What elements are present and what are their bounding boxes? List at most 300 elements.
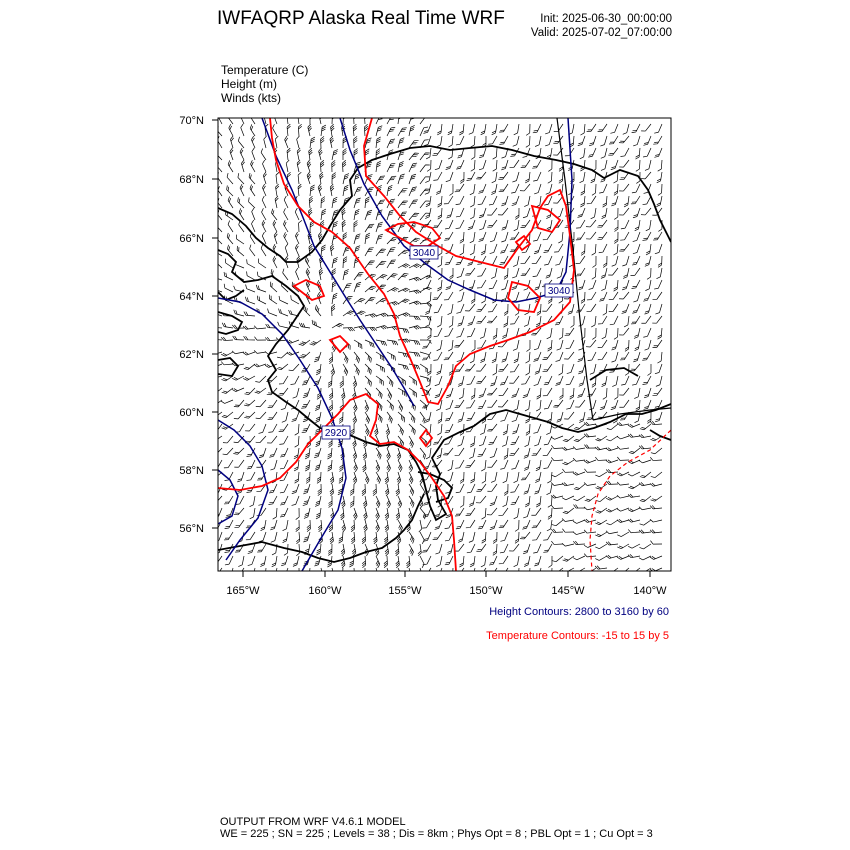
wind-barb <box>406 496 415 507</box>
wind-barb <box>578 363 585 375</box>
wind-barb <box>543 530 552 542</box>
height-contour-info: Height Contours: 2800 to 3160 by 60 <box>489 606 669 618</box>
wind-barb <box>481 460 486 472</box>
wind-barb <box>617 445 629 450</box>
wind-barb <box>446 159 453 171</box>
wind-barb <box>272 220 280 232</box>
wind-barb <box>426 148 431 160</box>
wind-barb <box>595 445 607 451</box>
wind-barb <box>314 351 321 363</box>
wind-barb <box>546 267 552 279</box>
wind-barb <box>645 339 651 351</box>
wind-barb <box>606 445 618 452</box>
wind-barb <box>214 149 224 160</box>
wind-barb <box>597 218 607 229</box>
wind-barb <box>376 221 383 233</box>
wind-barb <box>244 386 255 397</box>
wind-barb <box>387 246 395 258</box>
wind-barb <box>435 375 442 387</box>
wind-barb <box>409 185 417 197</box>
wind-barb <box>243 373 255 382</box>
wind-barb <box>387 126 395 138</box>
wind-barb <box>487 422 497 433</box>
wind-barb <box>624 316 629 328</box>
wind-barb <box>306 172 313 184</box>
wind-barb <box>525 172 530 184</box>
wind-barb <box>448 136 453 148</box>
wind-barb <box>376 114 384 126</box>
wind-barb <box>514 351 519 363</box>
wind-barb <box>350 496 354 508</box>
wind-barb <box>275 184 280 196</box>
wind-barb <box>510 362 519 374</box>
wind-barb <box>211 300 223 304</box>
wind-barb <box>629 565 640 575</box>
contour-label-3040-b: 3040 <box>547 286 571 297</box>
wind-barb <box>362 568 366 580</box>
wind-barb <box>466 506 475 517</box>
wind-barb <box>619 386 629 397</box>
wind-barb <box>459 556 464 568</box>
wind-barb <box>409 125 415 137</box>
wind-barb <box>588 147 596 159</box>
wind-barb <box>354 209 359 221</box>
wind-barb <box>459 388 464 400</box>
wind-barb <box>586 338 596 349</box>
wind-barb <box>373 508 381 520</box>
wind-barb <box>490 447 497 459</box>
wind-barb <box>501 231 508 243</box>
wind-barb <box>437 424 442 436</box>
wind-barb <box>384 448 391 460</box>
wind-barb <box>265 337 277 341</box>
wind-barb <box>376 259 386 270</box>
wind-barb <box>598 122 607 133</box>
wind-barb <box>455 182 464 194</box>
wind-barb <box>436 183 442 195</box>
wind-barb <box>261 184 269 196</box>
wind-barb <box>477 278 486 290</box>
wind-barb <box>533 266 541 278</box>
wind-barb <box>585 565 596 575</box>
wind-barb <box>640 421 651 431</box>
wind-barb <box>457 267 464 279</box>
wind-barb <box>580 171 585 183</box>
wind-barb <box>562 529 574 533</box>
wind-barb <box>623 123 629 135</box>
wind-barb <box>476 494 486 505</box>
wind-barb <box>514 507 519 519</box>
wind-barb <box>318 568 324 580</box>
wind-barb <box>446 171 453 183</box>
wind-barb <box>257 259 268 268</box>
wind-barb <box>422 566 431 577</box>
wind-barb <box>609 302 618 314</box>
wind-barb <box>436 555 442 567</box>
wind-barb <box>398 297 409 306</box>
wind-barb <box>373 472 382 484</box>
wind-barb <box>362 448 368 460</box>
wind-barb <box>351 544 357 556</box>
wind-barb <box>409 300 421 307</box>
wind-barb <box>409 162 417 174</box>
wind-barb <box>284 244 291 256</box>
wind-barb <box>268 410 277 421</box>
wind-barb <box>533 231 541 243</box>
wind-barb <box>417 556 425 568</box>
wind-barb <box>211 433 222 442</box>
wind-barb <box>362 496 368 508</box>
wind-barb <box>426 448 431 460</box>
wind-barb <box>321 209 326 221</box>
wind-barb <box>268 282 279 292</box>
wind-barb <box>215 197 225 208</box>
wind-barb <box>578 279 585 291</box>
lat-label: 64°N <box>179 291 204 303</box>
wind-barb <box>247 197 258 208</box>
wind-barb <box>487 398 497 409</box>
lon-label: 145°W <box>551 585 585 597</box>
wind-barb <box>304 507 310 519</box>
wind-barb <box>526 124 530 136</box>
wind-barb <box>611 339 618 351</box>
latitude-axis <box>179 115 218 535</box>
wind-barb <box>602 375 607 387</box>
wind-barb <box>306 160 313 172</box>
wind-barb <box>628 493 640 498</box>
wind-barb <box>419 376 431 382</box>
wind-barb <box>319 268 325 280</box>
wind-barb <box>395 544 400 556</box>
wind-barb <box>603 388 607 400</box>
wind-barb <box>314 375 321 387</box>
wind-barb <box>237 137 247 148</box>
wind-barb <box>522 519 530 531</box>
wind-barb <box>565 326 574 337</box>
wind-barb <box>521 470 530 482</box>
wind-barb <box>387 258 396 270</box>
wind-barb <box>618 565 629 575</box>
wind-barb <box>406 556 411 568</box>
wind-barb <box>376 247 386 258</box>
wind-barb <box>465 458 475 469</box>
wind-barb <box>521 266 530 278</box>
wind-barb <box>619 134 629 145</box>
wind-barb <box>260 208 269 220</box>
wind-barb <box>376 233 383 245</box>
wind-barb <box>481 123 486 135</box>
wind-barb <box>514 555 519 567</box>
wind-barb <box>558 232 563 244</box>
wind-barb <box>320 160 324 172</box>
wind-barb <box>455 398 464 409</box>
wind-barb <box>251 148 258 160</box>
wind-barb <box>250 507 255 519</box>
wind-barb <box>471 160 475 172</box>
wind-barb <box>283 519 288 531</box>
wind-barb <box>234 506 244 517</box>
wind-barb <box>254 337 266 341</box>
wind-barb <box>376 137 381 149</box>
wind-barb <box>395 400 404 412</box>
wind-barb <box>420 199 430 210</box>
wind-barb <box>417 508 427 519</box>
wind-barb <box>250 136 258 148</box>
wind-barb <box>592 256 596 268</box>
wind-barb <box>387 114 396 126</box>
wind-barb <box>595 553 607 562</box>
wind-barb <box>515 568 519 580</box>
wind-barb <box>584 433 596 438</box>
wind-barb <box>373 388 383 399</box>
wind-barb <box>526 424 530 436</box>
wind-barb <box>444 230 453 242</box>
wind-barb <box>532 158 541 170</box>
wind-barb <box>548 160 552 172</box>
wind-barb <box>576 230 585 242</box>
wind-barb <box>354 136 358 148</box>
wind-barb <box>438 412 442 424</box>
wind-barb <box>622 279 629 291</box>
wind-barb <box>559 172 563 184</box>
wind-barb <box>597 230 607 241</box>
wind-barb <box>606 553 618 559</box>
wind-barb <box>317 472 321 484</box>
wind-barb <box>562 541 574 547</box>
wind-barb <box>456 482 464 494</box>
wind-barb <box>479 219 486 231</box>
wind-barb <box>423 123 431 135</box>
wind-barb <box>573 529 585 536</box>
wind-barb <box>255 385 266 395</box>
wind-barb <box>443 446 453 457</box>
wind-barb <box>559 388 563 400</box>
wind-barb <box>577 387 585 399</box>
wind-barb <box>398 126 407 138</box>
wind-barb <box>601 267 607 279</box>
wind-barb <box>547 327 552 339</box>
wind-barb <box>434 302 442 314</box>
wind-barb <box>417 532 425 544</box>
wind-barb <box>621 218 629 230</box>
wind-barb <box>224 530 233 542</box>
wind-barb <box>643 147 651 159</box>
wind-barb <box>628 433 640 438</box>
wind-barb <box>521 218 530 229</box>
wind-barb <box>455 446 464 457</box>
wind-barb <box>437 124 442 136</box>
wind-barb <box>315 399 321 411</box>
wind-barb <box>524 459 530 471</box>
wind-barb <box>488 302 497 314</box>
wind-barb <box>584 457 596 464</box>
wind-barb <box>524 447 530 459</box>
wind-barb <box>584 445 596 449</box>
wind-barb <box>526 364 530 376</box>
wind-barb <box>595 433 607 442</box>
wind-barb <box>332 293 337 305</box>
wind-barb <box>214 233 225 244</box>
wind-barb <box>634 327 640 339</box>
wind-barb <box>460 232 464 244</box>
wind-barb <box>247 173 257 184</box>
wind-barb <box>303 531 310 543</box>
wind-barb <box>602 207 607 219</box>
wind-barb <box>513 399 519 411</box>
wind-barb <box>488 434 497 446</box>
wind-barb <box>469 447 475 459</box>
wind-barb <box>642 350 651 362</box>
wind-barb <box>536 316 541 328</box>
wind-barb <box>224 494 233 506</box>
wind-barb <box>601 159 607 171</box>
wind-barb <box>546 483 552 495</box>
wind-barb <box>423 531 431 543</box>
wind-barb <box>244 297 256 304</box>
wind-barb <box>354 271 363 282</box>
wind-barb <box>534 243 541 255</box>
wind-barb <box>640 469 651 479</box>
wind-barb <box>600 135 607 147</box>
wind-barb <box>466 410 475 422</box>
wind-barb <box>551 433 563 441</box>
wind-barb <box>641 122 651 133</box>
wind-barb <box>211 469 222 479</box>
wind-barb <box>340 520 347 532</box>
wind-barb <box>603 256 607 268</box>
wind-barb <box>498 170 508 181</box>
wind-barb <box>614 328 618 340</box>
wind-barb <box>339 568 343 580</box>
wind-barb <box>268 422 277 434</box>
wind-barb <box>329 568 335 580</box>
wind-barb <box>243 349 255 356</box>
wind-barb <box>614 232 618 244</box>
wind-barb <box>542 302 552 313</box>
wind-barb <box>319 172 324 184</box>
wind-barb <box>499 182 508 194</box>
wind-barb <box>525 496 530 508</box>
wind-barb <box>619 242 629 253</box>
wind-barb <box>489 278 497 290</box>
wind-barb <box>330 184 336 196</box>
wind-barb <box>433 350 442 362</box>
wind-barb <box>342 220 347 232</box>
wind-barb <box>548 340 552 352</box>
wind-barb <box>456 135 464 147</box>
wind-barb <box>595 541 607 550</box>
wind-barb <box>315 411 321 423</box>
wind-barb <box>642 230 651 242</box>
wind-barb <box>563 553 574 563</box>
wind-barb <box>321 197 325 209</box>
wind-barb <box>296 136 302 148</box>
wind-barb <box>606 433 618 442</box>
wind-barb <box>657 352 662 364</box>
wind-barb <box>221 397 233 405</box>
wind-barb <box>566 399 574 411</box>
wind-barb <box>501 159 508 171</box>
wind-barb <box>223 284 235 292</box>
wind-barb <box>617 541 629 550</box>
wind-barb <box>476 362 486 373</box>
wind-barb <box>575 398 585 409</box>
wind-barb <box>639 565 651 574</box>
wind-barb <box>296 508 300 520</box>
wind-barb <box>444 290 453 302</box>
wind-barb <box>584 529 596 534</box>
wind-barb <box>536 459 541 471</box>
wind-barb <box>351 472 358 484</box>
wind-barb <box>351 448 358 460</box>
wind-barb <box>606 469 618 473</box>
wind-barb <box>354 173 360 185</box>
wind-barb <box>639 433 651 439</box>
wind-barb <box>576 218 585 230</box>
wind-barb <box>456 207 464 219</box>
wind-barb <box>645 255 651 267</box>
wind-barb <box>614 208 618 220</box>
wind-barb <box>500 243 508 255</box>
wind-barb <box>544 399 552 411</box>
wind-barb <box>546 423 552 435</box>
wind-barb <box>602 327 607 339</box>
wind-barb <box>271 124 280 136</box>
wind-barb <box>493 364 497 376</box>
wind-barb <box>576 302 585 314</box>
wind-barb <box>490 243 497 255</box>
wind-barb <box>482 508 486 520</box>
wind-barb <box>622 255 629 267</box>
wind-barb <box>263 136 269 148</box>
wind-barb <box>559 328 563 340</box>
wind-barb <box>639 505 651 511</box>
wind-barb <box>244 312 256 316</box>
wind-barb <box>606 517 618 526</box>
wind-barb <box>628 529 640 533</box>
wind-barb <box>479 435 486 447</box>
wind-barb <box>311 320 323 328</box>
wind-barb <box>471 388 475 400</box>
wind-barb <box>633 351 640 363</box>
wind-barb <box>619 158 629 169</box>
wind-barb <box>354 220 358 232</box>
wind-barb <box>478 519 486 531</box>
wind-barb <box>512 195 519 207</box>
wind-barb <box>240 124 247 136</box>
wind-barb <box>465 266 475 277</box>
wind-barb <box>612 351 618 363</box>
wind-barb <box>243 325 255 330</box>
wind-barb <box>468 219 475 231</box>
wind-barb <box>365 259 375 270</box>
wind-barb <box>592 328 596 340</box>
wind-barb <box>299 337 310 347</box>
wind-barb <box>211 285 223 292</box>
wind-barb <box>351 520 355 532</box>
wind-barb <box>447 543 453 555</box>
wind-barb <box>573 493 585 502</box>
wind-barb <box>512 279 519 291</box>
wind-barb <box>500 543 508 555</box>
wind-barb <box>551 493 563 499</box>
wind-barb <box>422 542 431 554</box>
wind-barb <box>305 268 313 280</box>
wind-barb <box>261 220 269 232</box>
wind-barb <box>409 316 421 320</box>
wind-barb <box>576 254 585 265</box>
wind-barb <box>458 411 464 423</box>
